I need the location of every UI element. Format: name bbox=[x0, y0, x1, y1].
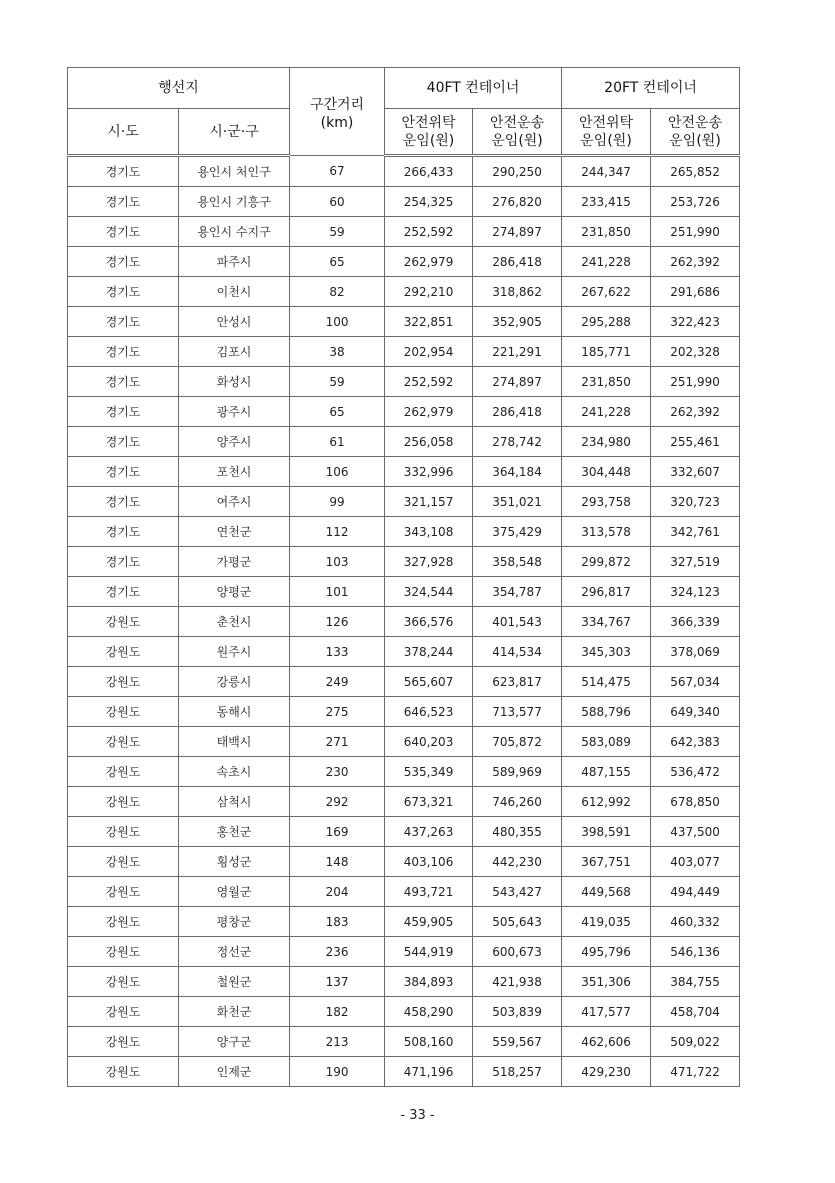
transport-rate-20ft-cell: 262,392 bbox=[651, 247, 740, 277]
sido-cell: 경기도 bbox=[68, 517, 179, 547]
consign-rate-20ft-cell: 267,622 bbox=[562, 277, 651, 307]
consign-rate-40ft-cell: 252,592 bbox=[385, 367, 473, 397]
transport-rate-40ft-cell: 421,938 bbox=[473, 967, 562, 997]
consign-rate-20ft-cell: 514,475 bbox=[562, 667, 651, 697]
consign-rate-40ft-cell: 403,106 bbox=[385, 847, 473, 877]
consign-rate-40ft-cell: 256,058 bbox=[385, 427, 473, 457]
transport-rate-20ft-cell: 458,704 bbox=[651, 997, 740, 1027]
sido-cell: 강원도 bbox=[68, 847, 179, 877]
transport-rate-20ft-cell: 437,500 bbox=[651, 817, 740, 847]
transport-rate-20ft-header: 안전운송 운임(원) bbox=[651, 109, 740, 156]
table-row bbox=[68, 547, 740, 577]
transport-rate-40ft-cell: 480,355 bbox=[473, 817, 562, 847]
consign-rate-20ft-header: 안전위탁 운임(원) bbox=[562, 109, 651, 156]
distance-cell: 106 bbox=[290, 457, 385, 487]
consign-rate-20ft-cell: 367,751 bbox=[562, 847, 651, 877]
sido-cell: 경기도 bbox=[68, 397, 179, 427]
sido-cell: 강원도 bbox=[68, 997, 179, 1027]
consign-rate-20ft-cell: 583,089 bbox=[562, 727, 651, 757]
table-row bbox=[68, 637, 740, 667]
sigungu-cell: 안성시 bbox=[179, 307, 290, 337]
table-row bbox=[68, 277, 740, 307]
transport-rate-40ft-cell: 600,673 bbox=[473, 937, 562, 967]
consign-rate-20ft-cell: 588,796 bbox=[562, 697, 651, 727]
distance-cell: 271 bbox=[290, 727, 385, 757]
transport-rate-40ft-cell: 351,021 bbox=[473, 487, 562, 517]
consign-rate-40ft-cell: 471,196 bbox=[385, 1057, 473, 1087]
transport-rate-20ft-cell: 471,722 bbox=[651, 1057, 740, 1087]
consign-rate-40ft-cell: 343,108 bbox=[385, 517, 473, 547]
sido-cell: 강원도 bbox=[68, 607, 179, 637]
sido-cell: 강원도 bbox=[68, 877, 179, 907]
distance-cell: 112 bbox=[290, 517, 385, 547]
page-number: - 33 - bbox=[400, 1108, 435, 1123]
table-row bbox=[68, 397, 740, 427]
sigungu-cell: 철원군 bbox=[179, 967, 290, 997]
sido-cell: 경기도 bbox=[68, 247, 179, 277]
table-row bbox=[68, 487, 740, 517]
sido-cell: 강원도 bbox=[68, 637, 179, 667]
table-row bbox=[68, 727, 740, 757]
table-row bbox=[68, 787, 740, 817]
sigungu-cell: 가평군 bbox=[179, 547, 290, 577]
distance-cell: 204 bbox=[290, 877, 385, 907]
distance-header-label: 구간거리 (km) bbox=[309, 96, 365, 131]
table-row bbox=[68, 667, 740, 697]
transport-rate-40ft-cell: 276,820 bbox=[473, 187, 562, 217]
distance-cell: 230 bbox=[290, 757, 385, 787]
table-row bbox=[68, 607, 740, 637]
sido-cell: 경기도 bbox=[68, 487, 179, 517]
sigungu-cell: 삼척시 bbox=[179, 787, 290, 817]
route-header: 행선지 bbox=[68, 68, 290, 109]
distance-cell: 133 bbox=[290, 637, 385, 667]
table-row bbox=[68, 877, 740, 907]
consign-rate-40ft-cell: 324,544 bbox=[385, 577, 473, 607]
consign-rate-40ft-cell: 508,160 bbox=[385, 1027, 473, 1057]
sigungu-cell: 연천군 bbox=[179, 517, 290, 547]
table-row bbox=[68, 427, 740, 457]
table-row bbox=[68, 697, 740, 727]
table-row bbox=[68, 907, 740, 937]
consign-rate-40ft-header: 안전위탁 운임(원) bbox=[385, 109, 473, 156]
transport-rate-20ft-cell: 509,022 bbox=[651, 1027, 740, 1057]
table-row bbox=[68, 217, 740, 247]
consign-rate-20ft-cell: 487,155 bbox=[562, 757, 651, 787]
transport-rate-40ft-cell: 559,567 bbox=[473, 1027, 562, 1057]
consign-rate-40ft-cell: 535,349 bbox=[385, 757, 473, 787]
consign-rate-20ft-cell: 334,767 bbox=[562, 607, 651, 637]
transport-rate-20ft-cell: 255,461 bbox=[651, 427, 740, 457]
transport-rate-40ft-cell: 278,742 bbox=[473, 427, 562, 457]
consign-rate-20ft-cell: 449,568 bbox=[562, 877, 651, 907]
sigungu-cell: 횡성군 bbox=[179, 847, 290, 877]
transport-rate-40ft-header: 안전운송 운임(원) bbox=[473, 109, 562, 156]
consign-rate-20ft-cell: 313,578 bbox=[562, 517, 651, 547]
sido-cell: 경기도 bbox=[68, 277, 179, 307]
consign-rate-40ft-cell: 252,592 bbox=[385, 217, 473, 247]
distance-cell: 183 bbox=[290, 907, 385, 937]
distance-cell: 99 bbox=[290, 487, 385, 517]
consign-rate-40ft-cell: 458,290 bbox=[385, 997, 473, 1027]
distance-cell: 137 bbox=[290, 967, 385, 997]
transport-rate-20ft-cell: 678,850 bbox=[651, 787, 740, 817]
transport-rate-40ft-cell: 274,897 bbox=[473, 367, 562, 397]
distance-cell: 60 bbox=[290, 187, 385, 217]
transport-rate-20ft-cell: 403,077 bbox=[651, 847, 740, 877]
table-row bbox=[68, 847, 740, 877]
transport-rate-40ft-cell: 290,250 bbox=[473, 156, 562, 187]
transport-rate-40ft-cell: 503,839 bbox=[473, 997, 562, 1027]
transport-rate-40ft-cell: 401,543 bbox=[473, 607, 562, 637]
consign-rate-40ft-cell: 292,210 bbox=[385, 277, 473, 307]
transport-rate-20ft-cell: 494,449 bbox=[651, 877, 740, 907]
sido-cell: 경기도 bbox=[68, 156, 179, 187]
sigungu-cell: 화성시 bbox=[179, 367, 290, 397]
sido-cell: 강원도 bbox=[68, 817, 179, 847]
sigungu-cell: 광주시 bbox=[179, 397, 290, 427]
table-body bbox=[68, 156, 740, 1087]
sido-cell: 경기도 bbox=[68, 427, 179, 457]
table-row bbox=[68, 307, 740, 337]
distance-cell: 100 bbox=[290, 307, 385, 337]
sido-header: 시·도 bbox=[68, 109, 179, 156]
transport-rate-40ft-cell: 286,418 bbox=[473, 247, 562, 277]
sido-cell: 경기도 bbox=[68, 577, 179, 607]
distance-cell: 126 bbox=[290, 607, 385, 637]
transport-rate-20ft-cell: 251,990 bbox=[651, 367, 740, 397]
consign-rate-20ft-cell: 241,228 bbox=[562, 397, 651, 427]
distance-cell: 59 bbox=[290, 217, 385, 247]
distance-cell: 190 bbox=[290, 1057, 385, 1087]
table-row bbox=[68, 247, 740, 277]
consign-rate-40ft-cell: 322,851 bbox=[385, 307, 473, 337]
transport-rate-40ft-cell: 623,817 bbox=[473, 667, 562, 697]
consign-rate-40ft-cell: 321,157 bbox=[385, 487, 473, 517]
transport-rate-20ft-cell: 291,686 bbox=[651, 277, 740, 307]
consign-rate-40ft-cell: 327,928 bbox=[385, 547, 473, 577]
transport-rate-40ft-cell: 221,291 bbox=[473, 337, 562, 367]
distance-cell: 103 bbox=[290, 547, 385, 577]
table-row bbox=[68, 156, 740, 187]
consign-rate-40ft-cell: 544,919 bbox=[385, 937, 473, 967]
sido-cell: 경기도 bbox=[68, 307, 179, 337]
table-row bbox=[68, 967, 740, 997]
consign-rate-20ft-cell: 351,306 bbox=[562, 967, 651, 997]
distance-cell: 148 bbox=[290, 847, 385, 877]
sigungu-cell: 영월군 bbox=[179, 877, 290, 907]
table-row bbox=[68, 577, 740, 607]
transport-rate-20ft-cell: 202,328 bbox=[651, 337, 740, 367]
table-row bbox=[68, 337, 740, 367]
transport-rate-20ft-cell: 320,723 bbox=[651, 487, 740, 517]
sido-cell: 강원도 bbox=[68, 787, 179, 817]
distance-cell: 292 bbox=[290, 787, 385, 817]
distance-cell: 213 bbox=[290, 1027, 385, 1057]
container-40ft-header: 40FT 컨테이너 bbox=[385, 68, 562, 109]
transport-rate-20ft-cell: 342,761 bbox=[651, 517, 740, 547]
table-row bbox=[68, 457, 740, 487]
transport-rate-20ft-cell: 327,519 bbox=[651, 547, 740, 577]
sido-cell: 강원도 bbox=[68, 937, 179, 967]
transport-rate-40ft-cell: 414,534 bbox=[473, 637, 562, 667]
transport-rate-40ft-cell: 442,230 bbox=[473, 847, 562, 877]
transport-rate-40ft-cell: 713,577 bbox=[473, 697, 562, 727]
consign-rate-40ft-cell: 384,893 bbox=[385, 967, 473, 997]
consign-rate-20ft-cell: 241,228 bbox=[562, 247, 651, 277]
consign-rate-20ft-cell: 398,591 bbox=[562, 817, 651, 847]
transport-rate-40ft-cell: 746,260 bbox=[473, 787, 562, 817]
consign-rate-40ft-cell: 493,721 bbox=[385, 877, 473, 907]
consign-rate-40ft-cell: 202,954 bbox=[385, 337, 473, 367]
consign-rate-20ft-cell: 295,288 bbox=[562, 307, 651, 337]
transport-rate-20ft-cell: 649,340 bbox=[651, 697, 740, 727]
table-row bbox=[68, 1057, 740, 1087]
consign-rate-40ft-cell: 266,433 bbox=[385, 156, 473, 187]
table-row bbox=[68, 367, 740, 397]
transport-rate-20ft-cell: 567,034 bbox=[651, 667, 740, 697]
transport-rate-40ft-cell: 352,905 bbox=[473, 307, 562, 337]
consign-rate-20ft-cell: 244,347 bbox=[562, 156, 651, 187]
table-row bbox=[68, 937, 740, 967]
transport-rate-40ft-cell: 543,427 bbox=[473, 877, 562, 907]
transport-rate-20ft-cell: 460,332 bbox=[651, 907, 740, 937]
consign-rate-20ft-cell: 234,980 bbox=[562, 427, 651, 457]
consign-rate-40ft-cell: 646,523 bbox=[385, 697, 473, 727]
consign-rate-20ft-cell: 231,850 bbox=[562, 367, 651, 397]
distance-header bbox=[290, 68, 385, 156]
sido-cell: 강원도 bbox=[68, 697, 179, 727]
table-row bbox=[68, 187, 740, 217]
transport-rate-20ft-cell: 251,990 bbox=[651, 217, 740, 247]
consign-rate-20ft-cell: 293,758 bbox=[562, 487, 651, 517]
consign-rate-40ft-cell: 565,607 bbox=[385, 667, 473, 697]
sigungu-cell: 화천군 bbox=[179, 997, 290, 1027]
consign-rate-40ft-cell: 378,244 bbox=[385, 637, 473, 667]
transport-rate-40ft-cell: 274,897 bbox=[473, 217, 562, 247]
sigungu-cell: 용인시 기흥구 bbox=[179, 187, 290, 217]
sigungu-cell: 태백시 bbox=[179, 727, 290, 757]
sigungu-cell: 김포시 bbox=[179, 337, 290, 367]
distance-cell: 169 bbox=[290, 817, 385, 847]
consign-rate-20ft-cell: 299,872 bbox=[562, 547, 651, 577]
consign-rate-20ft-cell: 304,448 bbox=[562, 457, 651, 487]
transport-rate-20ft-cell: 536,472 bbox=[651, 757, 740, 787]
transport-rate-40ft-cell: 358,548 bbox=[473, 547, 562, 577]
distance-cell: 249 bbox=[290, 667, 385, 697]
distance-cell: 61 bbox=[290, 427, 385, 457]
consign-rate-20ft-cell: 612,992 bbox=[562, 787, 651, 817]
sigungu-cell: 정선군 bbox=[179, 937, 290, 967]
sigungu-cell: 파주시 bbox=[179, 247, 290, 277]
sido-cell: 강원도 bbox=[68, 907, 179, 937]
consign-rate-40ft-cell: 254,325 bbox=[385, 187, 473, 217]
consign-rate-20ft-cell: 296,817 bbox=[562, 577, 651, 607]
sigungu-cell: 용인시 처인구 bbox=[179, 156, 290, 187]
sido-cell: 경기도 bbox=[68, 457, 179, 487]
distance-cell: 65 bbox=[290, 247, 385, 277]
sido-cell: 경기도 bbox=[68, 217, 179, 247]
transport-rate-40ft-cell: 364,184 bbox=[473, 457, 562, 487]
transport-rate-20ft-cell: 366,339 bbox=[651, 607, 740, 637]
consign-rate-40ft-cell: 437,263 bbox=[385, 817, 473, 847]
consign-rate-40ft-cell: 673,321 bbox=[385, 787, 473, 817]
transport-rate-40ft-cell: 505,643 bbox=[473, 907, 562, 937]
container-20ft-header: 20FT 컨테이너 bbox=[562, 68, 740, 109]
table-row bbox=[68, 817, 740, 847]
consign-rate-20ft-cell: 462,606 bbox=[562, 1027, 651, 1057]
freight-rate-table bbox=[67, 67, 740, 1087]
sigungu-cell: 홍천군 bbox=[179, 817, 290, 847]
sigungu-cell: 인제군 bbox=[179, 1057, 290, 1087]
transport-rate-20ft-cell: 332,607 bbox=[651, 457, 740, 487]
sido-cell: 강원도 bbox=[68, 1057, 179, 1087]
consign-rate-20ft-cell: 345,303 bbox=[562, 637, 651, 667]
sido-cell: 경기도 bbox=[68, 187, 179, 217]
transport-rate-40ft-cell: 589,969 bbox=[473, 757, 562, 787]
table-row bbox=[68, 1027, 740, 1057]
distance-cell: 236 bbox=[290, 937, 385, 967]
consign-rate-20ft-cell: 429,230 bbox=[562, 1057, 651, 1087]
transport-rate-20ft-cell: 265,852 bbox=[651, 156, 740, 187]
sigungu-cell: 이천시 bbox=[179, 277, 290, 307]
transport-rate-40ft-cell: 705,872 bbox=[473, 727, 562, 757]
sigungu-cell: 양주시 bbox=[179, 427, 290, 457]
distance-cell: 65 bbox=[290, 397, 385, 427]
distance-cell: 67 bbox=[290, 156, 385, 187]
sigungu-header: 시·군·구 bbox=[179, 109, 290, 156]
distance-cell: 101 bbox=[290, 577, 385, 607]
sigungu-cell: 여주시 bbox=[179, 487, 290, 517]
transport-rate-40ft-cell: 518,257 bbox=[473, 1057, 562, 1087]
distance-cell: 38 bbox=[290, 337, 385, 367]
sigungu-cell: 양구군 bbox=[179, 1027, 290, 1057]
transport-rate-20ft-cell: 378,069 bbox=[651, 637, 740, 667]
consign-rate-20ft-cell: 495,796 bbox=[562, 937, 651, 967]
consign-rate-20ft-cell: 417,577 bbox=[562, 997, 651, 1027]
consign-rate-20ft-cell: 185,771 bbox=[562, 337, 651, 367]
sigungu-cell: 동해시 bbox=[179, 697, 290, 727]
consign-rate-40ft-cell: 366,576 bbox=[385, 607, 473, 637]
sido-cell: 경기도 bbox=[68, 337, 179, 367]
sigungu-cell: 원주시 bbox=[179, 637, 290, 667]
table-row bbox=[68, 757, 740, 787]
transport-rate-40ft-cell: 354,787 bbox=[473, 577, 562, 607]
sigungu-cell: 속초시 bbox=[179, 757, 290, 787]
transport-rate-40ft-cell: 318,862 bbox=[473, 277, 562, 307]
transport-rate-20ft-cell: 322,423 bbox=[651, 307, 740, 337]
consign-rate-20ft-cell: 233,415 bbox=[562, 187, 651, 217]
table-row bbox=[68, 517, 740, 547]
sido-cell: 경기도 bbox=[68, 367, 179, 397]
consign-rate-20ft-cell: 419,035 bbox=[562, 907, 651, 937]
consign-rate-40ft-cell: 262,979 bbox=[385, 247, 473, 277]
transport-rate-20ft-cell: 253,726 bbox=[651, 187, 740, 217]
sigungu-cell: 양평군 bbox=[179, 577, 290, 607]
table-row bbox=[68, 997, 740, 1027]
sigungu-cell: 강릉시 bbox=[179, 667, 290, 697]
sigungu-cell: 포천시 bbox=[179, 457, 290, 487]
transport-rate-20ft-cell: 384,755 bbox=[651, 967, 740, 997]
transport-rate-20ft-cell: 324,123 bbox=[651, 577, 740, 607]
sido-cell: 경기도 bbox=[68, 547, 179, 577]
transport-rate-40ft-cell: 286,418 bbox=[473, 397, 562, 427]
transport-rate-20ft-cell: 262,392 bbox=[651, 397, 740, 427]
distance-cell: 182 bbox=[290, 997, 385, 1027]
consign-rate-40ft-cell: 459,905 bbox=[385, 907, 473, 937]
sido-cell: 강원도 bbox=[68, 1027, 179, 1057]
transport-rate-20ft-cell: 642,383 bbox=[651, 727, 740, 757]
distance-cell: 275 bbox=[290, 697, 385, 727]
sigungu-cell: 평창군 bbox=[179, 907, 290, 937]
sigungu-cell: 춘천시 bbox=[179, 607, 290, 637]
consign-rate-40ft-cell: 640,203 bbox=[385, 727, 473, 757]
sido-cell: 강원도 bbox=[68, 757, 179, 787]
distance-cell: 59 bbox=[290, 367, 385, 397]
transport-rate-40ft-cell: 375,429 bbox=[473, 517, 562, 547]
consign-rate-40ft-cell: 332,996 bbox=[385, 457, 473, 487]
sido-cell: 강원도 bbox=[68, 967, 179, 997]
sido-cell: 강원도 bbox=[68, 727, 179, 757]
transport-rate-20ft-cell: 546,136 bbox=[651, 937, 740, 967]
sido-cell: 강원도 bbox=[68, 667, 179, 697]
sigungu-cell: 용인시 수지구 bbox=[179, 217, 290, 247]
distance-cell: 82 bbox=[290, 277, 385, 307]
consign-rate-20ft-cell: 231,850 bbox=[562, 217, 651, 247]
consign-rate-40ft-cell: 262,979 bbox=[385, 397, 473, 427]
